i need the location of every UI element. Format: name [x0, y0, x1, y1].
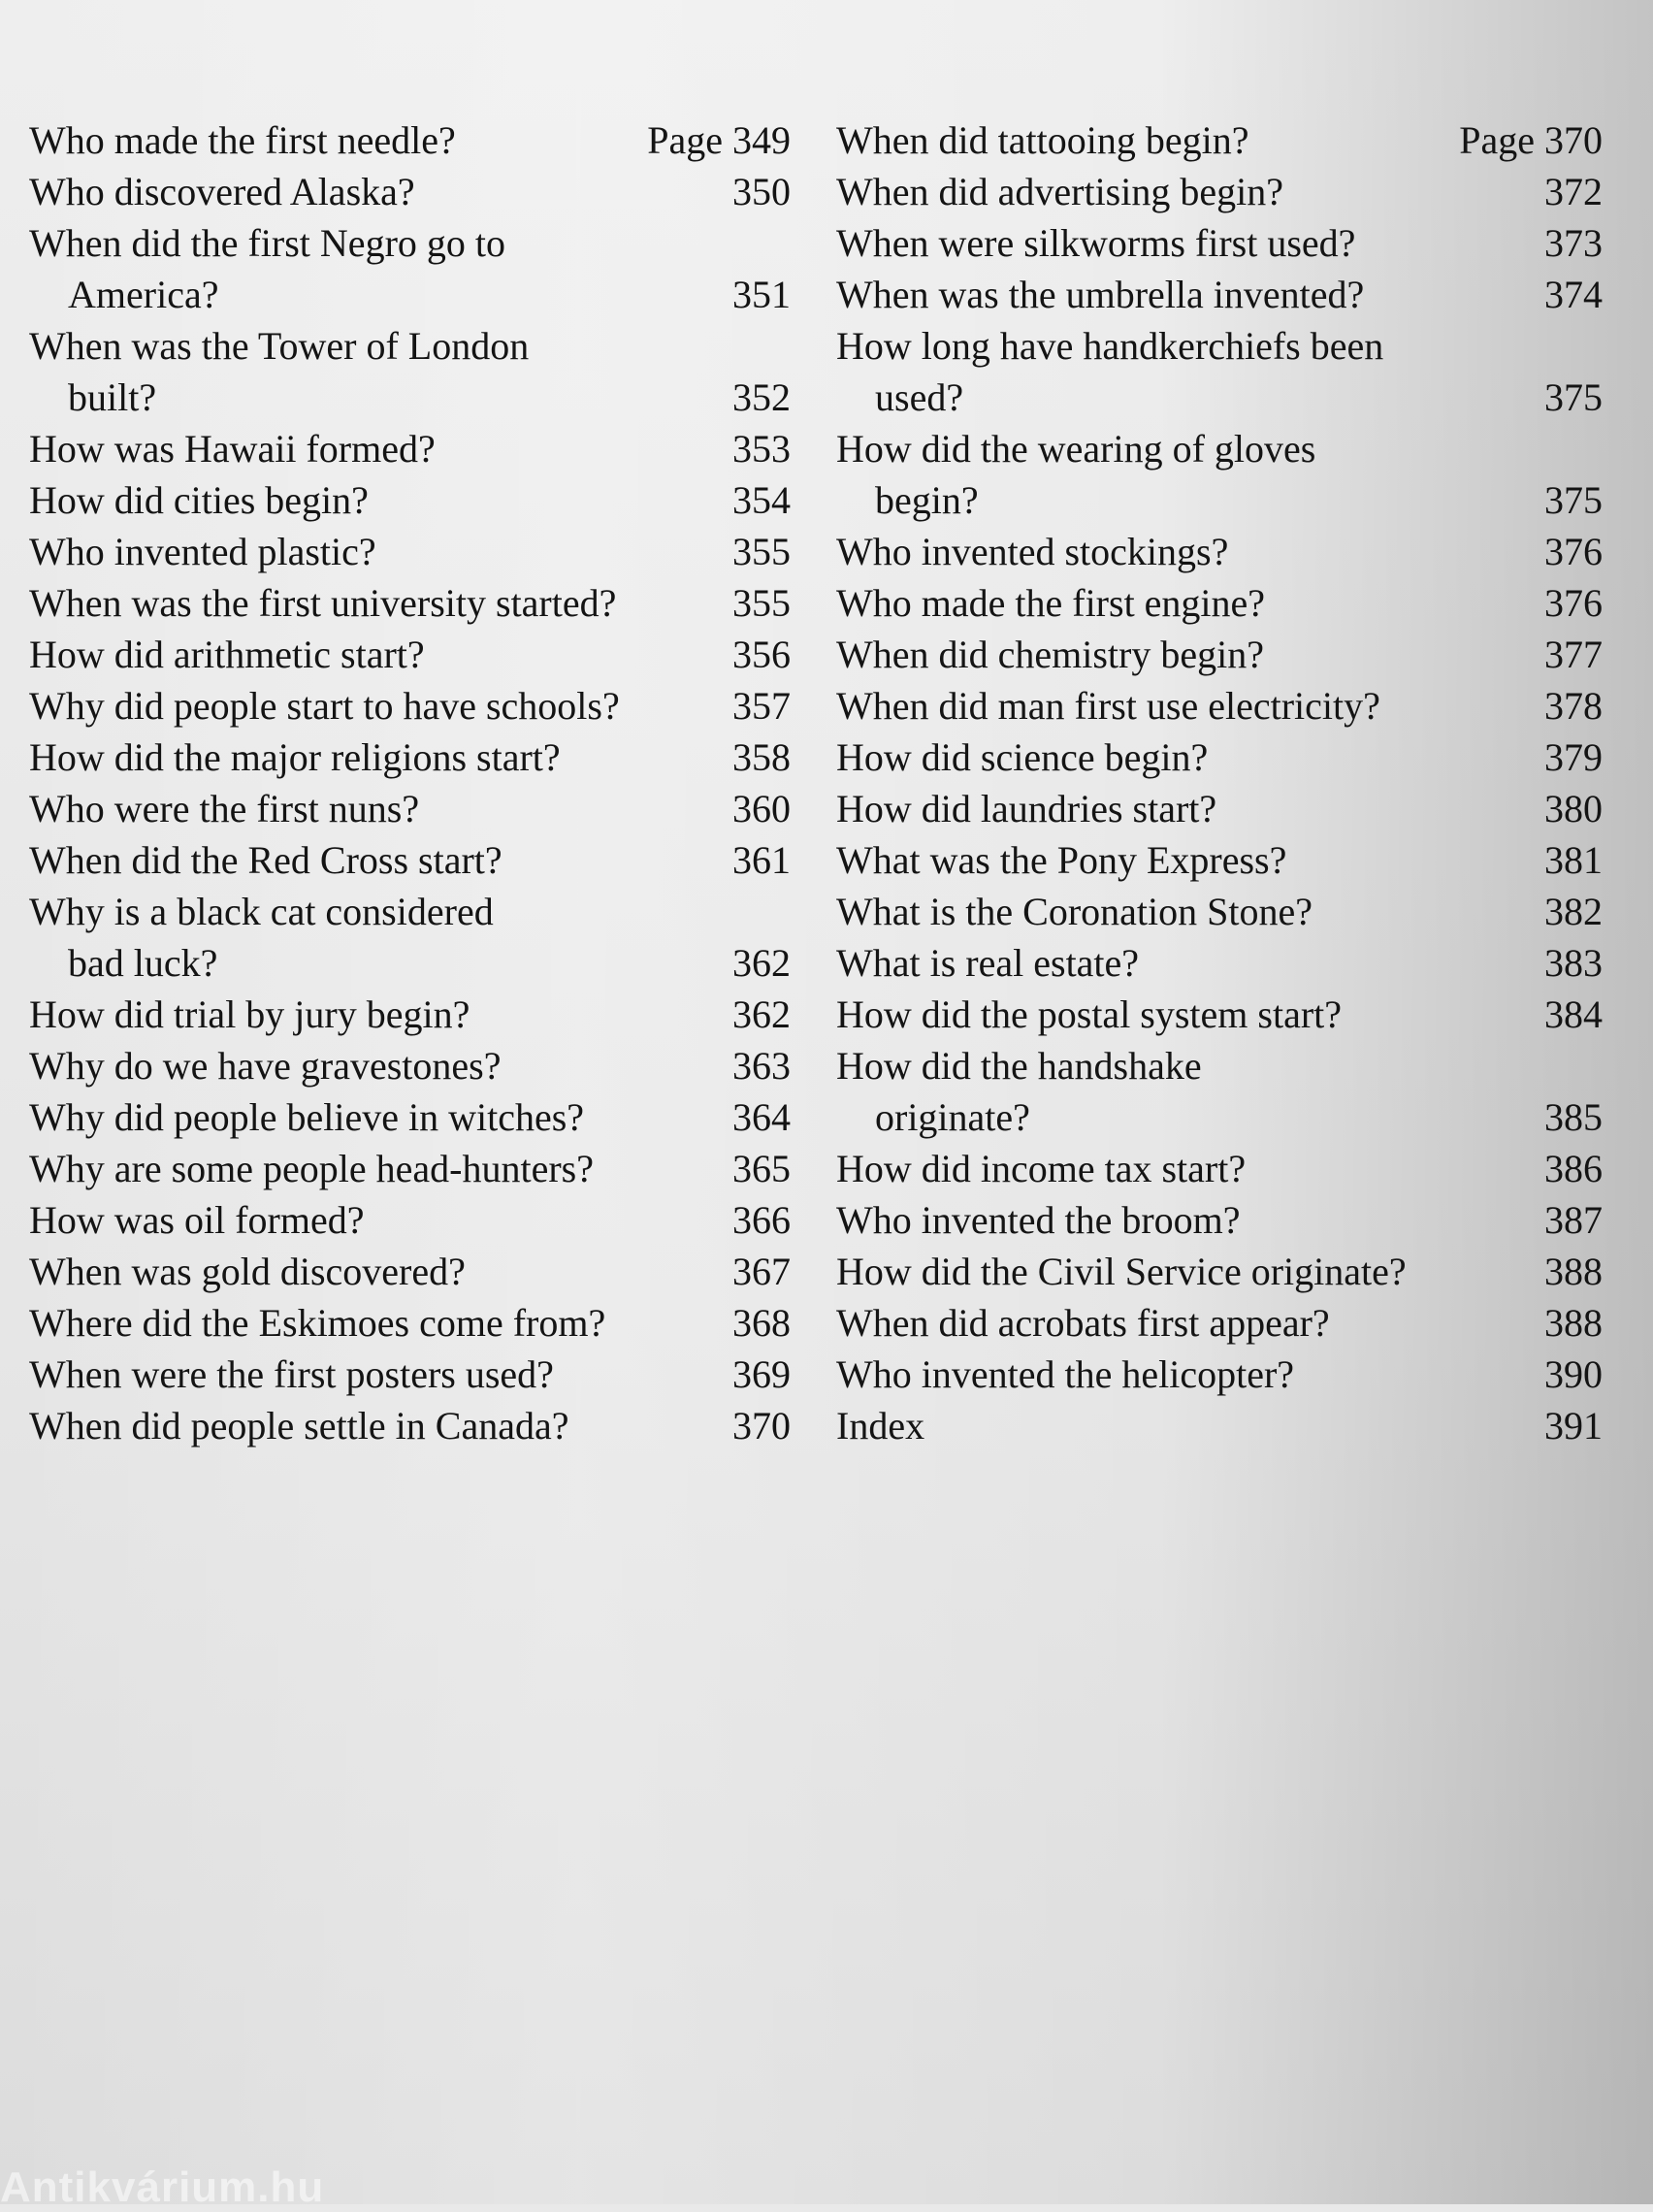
toc-question: Who were the first nuns? [29, 787, 420, 830]
toc-left-column [29, 114, 791, 1451]
page-number: 383 [1544, 941, 1603, 985]
toc-question-line: built? [68, 375, 157, 419]
toc-page-number [1445, 114, 1603, 166]
toc-entry [836, 886, 1603, 937]
toc-entry [29, 1091, 791, 1143]
toc-entry [836, 629, 1603, 680]
toc-question [29, 320, 719, 423]
toc-page-number [719, 1194, 791, 1246]
toc-page-number [1531, 217, 1603, 269]
page-number: 364 [732, 1095, 791, 1139]
toc-question-line: When was the Tower of London [29, 324, 530, 368]
toc-entry [29, 526, 791, 577]
toc-page-number [1531, 834, 1603, 886]
page-number: 376 [1544, 581, 1603, 625]
toc-entry [836, 783, 1603, 834]
toc-entry [836, 680, 1603, 732]
toc-entry [836, 320, 1603, 423]
toc-question-line: How long have handkerchiefs been [836, 324, 1384, 368]
toc-entry [29, 1246, 791, 1297]
toc-page-number [1531, 577, 1603, 629]
page-number: 360 [732, 787, 791, 830]
page-number: 369 [732, 1352, 791, 1396]
toc-question [836, 1040, 1531, 1143]
toc-entry [29, 886, 791, 989]
toc-entry [836, 217, 1603, 269]
toc-question: Who invented stockings? [836, 530, 1229, 573]
toc-question: Why do we have gravestones? [29, 1044, 502, 1088]
toc-page-number [1531, 886, 1603, 937]
page-number: 373 [1544, 221, 1603, 265]
toc-question: How did the postal system start? [836, 992, 1343, 1036]
toc-entry [836, 114, 1603, 166]
toc-page-number [1531, 372, 1603, 423]
toc-question: What was the Pony Express? [836, 838, 1287, 882]
page-number: 368 [732, 1301, 791, 1345]
page-number: 351 [732, 273, 791, 316]
toc-question: How was Hawaii formed? [29, 427, 436, 471]
toc-page-number [719, 1246, 791, 1297]
page-number: 350 [732, 170, 791, 213]
toc-question: Why did people believe in witches? [29, 1095, 585, 1139]
toc-page-number [719, 937, 791, 989]
toc-question: When was the umbrella invented? [836, 273, 1365, 316]
toc-entry [836, 269, 1603, 320]
toc-page-number [1531, 474, 1603, 526]
toc-question-line: When did the first Negro go to [29, 221, 505, 265]
toc-page-number [719, 577, 791, 629]
toc-question-line: America? [68, 273, 219, 316]
toc-entry [29, 577, 791, 629]
toc-question-line: How did the wearing of gloves [836, 427, 1316, 471]
page-number: 355 [732, 530, 791, 573]
toc-page-number [1531, 937, 1603, 989]
toc-question: Who made the first engine? [836, 581, 1266, 625]
toc-page-number [719, 269, 791, 320]
toc-question: What is real estate? [836, 941, 1140, 985]
toc-page-number [719, 732, 791, 783]
toc-question: How did science begin? [836, 735, 1209, 779]
page-number: 362 [732, 992, 791, 1036]
toc-page-number [1531, 1349, 1603, 1400]
toc-question [29, 217, 719, 320]
toc-question: How did income tax start? [836, 1147, 1247, 1190]
toc-question: Who invented the helicopter? [836, 1352, 1295, 1396]
page-number: 372 [1544, 170, 1603, 213]
toc-question: When did people settle in Canada? [29, 1404, 569, 1448]
toc-page-number [1531, 732, 1603, 783]
page-number: 361 [732, 838, 791, 882]
page-number: 374 [1544, 273, 1603, 316]
toc-entry [29, 217, 791, 320]
toc-page-number [719, 526, 791, 577]
toc-entry [29, 166, 791, 217]
toc-entry [29, 1400, 791, 1451]
toc-page-number [719, 680, 791, 732]
toc-entry [29, 1297, 791, 1349]
toc-page-number [633, 114, 791, 166]
toc-entry [29, 1194, 791, 1246]
toc-question: When was the first university started? [29, 581, 617, 625]
toc-page-number [719, 372, 791, 423]
toc-page-number [719, 423, 791, 474]
toc-page-number [719, 166, 791, 217]
toc-question-line: used? [875, 375, 964, 419]
toc-entry [29, 989, 791, 1040]
page-number: 363 [732, 1044, 791, 1088]
toc-question: When did the Red Cross start? [29, 838, 502, 882]
page-number: 388 [1544, 1301, 1603, 1345]
toc-entry [836, 732, 1603, 783]
toc-question: Who invented the broom? [836, 1198, 1241, 1242]
page-number: 377 [1544, 633, 1603, 676]
page-number: 388 [1544, 1250, 1603, 1293]
toc-question: When did chemistry begin? [836, 633, 1264, 676]
page-number: 380 [1544, 787, 1603, 830]
toc-question: Who invented plastic? [29, 530, 376, 573]
toc-entry [29, 1349, 791, 1400]
page-number: 375 [1544, 375, 1603, 419]
toc-entry [836, 1040, 1603, 1143]
toc-page-number [1531, 680, 1603, 732]
toc-page-number [1531, 783, 1603, 834]
page-number: 379 [1544, 735, 1603, 779]
toc-question: How was oil formed? [29, 1198, 365, 1242]
toc-entry [836, 1143, 1603, 1194]
toc-entry [836, 526, 1603, 577]
page-number: 366 [732, 1198, 791, 1242]
page-number: 386 [1544, 1147, 1603, 1190]
toc-entry [29, 474, 791, 526]
toc-entry [836, 937, 1603, 989]
toc-question: How did the Civil Service originate? [836, 1250, 1407, 1293]
toc-question: When did man first use electricity? [836, 684, 1380, 728]
toc-question: When did acrobats first appear? [836, 1301, 1330, 1345]
page-number: 358 [732, 735, 791, 779]
toc-question-line: originate? [875, 1095, 1030, 1139]
toc-page-number [719, 1040, 791, 1091]
toc-page-number [1531, 1143, 1603, 1194]
toc-question: Who made the first needle? [29, 118, 456, 162]
toc-right-column [836, 114, 1603, 1451]
toc-question: How did trial by jury begin? [29, 992, 470, 1036]
toc-page-number [719, 834, 791, 886]
page-label: Page [647, 118, 723, 162]
page-number: 390 [1544, 1352, 1603, 1396]
page-number: 362 [732, 941, 791, 985]
toc-entry [836, 1400, 1603, 1451]
toc-entry [836, 166, 1603, 217]
toc-question-line: Why is a black cat considered [29, 890, 494, 933]
toc-entry [29, 1040, 791, 1091]
toc-entry [29, 629, 791, 680]
page-number: 355 [732, 581, 791, 625]
toc-page-number [719, 474, 791, 526]
toc-question: How did cities begin? [29, 478, 369, 522]
toc-page-number [1531, 526, 1603, 577]
page-number: 387 [1544, 1198, 1603, 1242]
toc-entry [29, 680, 791, 732]
toc-entry [836, 834, 1603, 886]
toc-question: Who discovered Alaska? [29, 170, 415, 213]
toc-entry [836, 989, 1603, 1040]
toc-entry [836, 423, 1603, 526]
toc-page-number [719, 783, 791, 834]
toc-question [836, 320, 1531, 423]
toc-question: Index [836, 1404, 925, 1448]
toc-question: When did tattooing begin? [836, 118, 1249, 162]
toc-question: Why did people start to have schools? [29, 684, 620, 728]
toc-question: Where did the Eskimoes come from? [29, 1301, 606, 1345]
toc-page-number [1531, 1400, 1603, 1451]
toc-page-number [1531, 1246, 1603, 1297]
toc-page-number [1531, 1297, 1603, 1349]
toc-question: When was gold discovered? [29, 1250, 466, 1293]
toc-question: How did laundries start? [836, 787, 1217, 830]
toc-entry [836, 1246, 1603, 1297]
toc-question: How did arithmetic start? [29, 633, 425, 676]
page-number: 384 [1544, 992, 1603, 1036]
watermark: Antikvárium.hu [0, 2163, 325, 2211]
page-number: 367 [732, 1250, 791, 1293]
page-number: 391 [1544, 1404, 1603, 1448]
toc-page-number [1531, 1091, 1603, 1143]
page-number: 375 [1544, 478, 1603, 522]
toc-page-number [719, 1297, 791, 1349]
toc-page-number [1531, 1194, 1603, 1246]
toc-question [836, 423, 1531, 526]
toc-entry [836, 577, 1603, 629]
toc-entry [29, 783, 791, 834]
page-number: 370 [732, 1404, 791, 1448]
page-number: 376 [1544, 530, 1603, 573]
page-number: 365 [732, 1147, 791, 1190]
toc-question: What is the Coronation Stone? [836, 890, 1313, 933]
toc-entry [836, 1349, 1603, 1400]
page-number: 357 [732, 684, 791, 728]
toc-question-line: begin? [875, 478, 979, 522]
toc-question-line: How did the handshake [836, 1044, 1202, 1088]
toc-entry [29, 423, 791, 474]
toc-page-number [719, 1400, 791, 1451]
toc-page-number [1531, 989, 1603, 1040]
toc-page-number [719, 989, 791, 1040]
toc-question: When did advertising begin? [836, 170, 1283, 213]
toc-question: When were silkworms first used? [836, 221, 1356, 265]
toc-page-number [719, 1091, 791, 1143]
page-number: 382 [1544, 890, 1603, 933]
toc-question: How did the major religions start? [29, 735, 561, 779]
toc-question-line: bad luck? [68, 941, 218, 985]
page-number: 385 [1544, 1095, 1603, 1139]
page-number: 381 [1544, 838, 1603, 882]
toc-entry [836, 1297, 1603, 1349]
page-number: 356 [732, 633, 791, 676]
toc-entry [29, 114, 791, 166]
toc-page-number [1531, 629, 1603, 680]
toc-page-number [719, 1143, 791, 1194]
page-number: 378 [1544, 684, 1603, 728]
toc-entry [29, 320, 791, 423]
page-number: 370 [1544, 118, 1603, 162]
toc-entry [29, 834, 791, 886]
page-number: 349 [732, 118, 791, 162]
toc-question [29, 886, 719, 989]
toc-page-number [719, 1349, 791, 1400]
toc-page-number [719, 629, 791, 680]
toc-page-number [1531, 269, 1603, 320]
toc-entry [29, 1143, 791, 1194]
page-number: 354 [732, 478, 791, 522]
page-number: 352 [732, 375, 791, 419]
toc-page-number [1531, 166, 1603, 217]
page-number: 353 [732, 427, 791, 471]
toc-question: Why are some people head-hunters? [29, 1147, 594, 1190]
toc-entry [836, 1194, 1603, 1246]
page-label: Page [1459, 118, 1535, 162]
toc-question: When were the first posters used? [29, 1352, 554, 1396]
toc-entry [29, 732, 791, 783]
